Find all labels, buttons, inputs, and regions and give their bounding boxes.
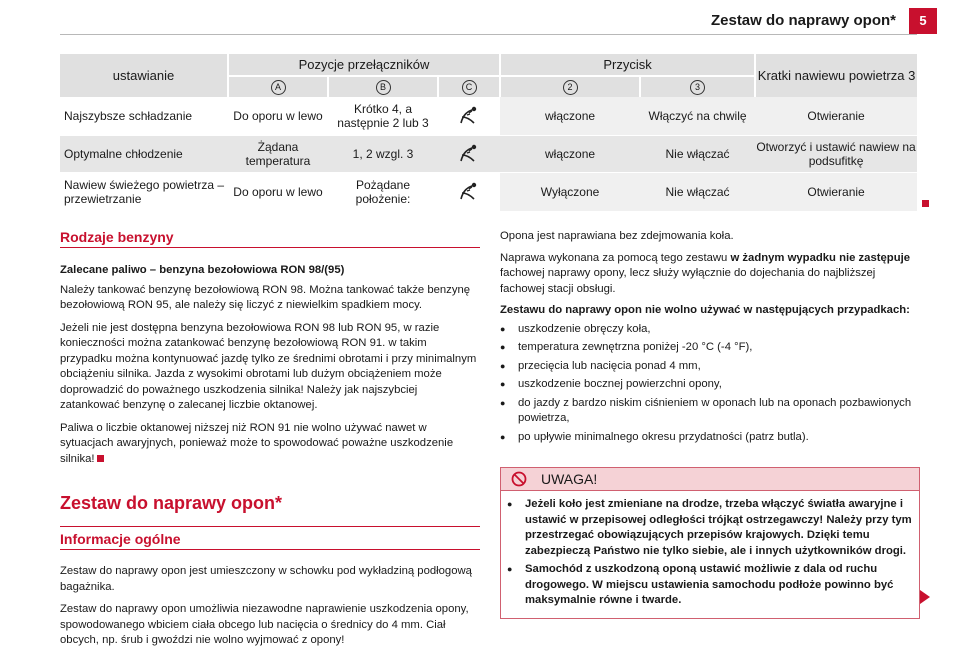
- header-air-vents: Kratki nawiewu powietrza 3: [755, 54, 917, 97]
- repair-note-part: fachowej naprawy opony, lecz służy wyłącznie do dojechania do najbliższej fachowej stacji obsługi.: [500, 267, 876, 295]
- heading-divider: [60, 526, 480, 527]
- section-end-marker: [97, 455, 104, 462]
- heading-fuel-types: Rodzaje benzyny: [60, 229, 174, 245]
- row-button-2: włączone: [500, 136, 640, 173]
- row-button-3: Nie włączać: [640, 173, 755, 212]
- table-row: [60, 173, 917, 212]
- row-switch-a: Żądana temperatura: [228, 136, 328, 173]
- next-page-arrow-icon: [920, 590, 930, 604]
- climate-settings-table: [60, 54, 917, 212]
- fuel-paragraph: Jeżeli nie jest dostępna benzyna bezołowiowa RON 98 lub RON 95, w razie konieczności można zatankować benzynę bezołowiową RON 91. w takim przypadku można kontynuować jazdę tylko ze średnimi obrotami i przy minimalnym obciążeniu silnika. Jazda z wysokimi obrotami lub dużym obciążeniem może doprowadzić do poważnego uszkodzenia silnika! Należy jak najszybciej zatankować benzynę o zalecanej liczbie oktanowej.: [60, 321, 477, 411]
- recommended-fuel-subhead: Zalecane paliwo – benzyna bezołowiowa RON 98/(95): [60, 264, 345, 276]
- row-button-3: Nie włączać: [640, 136, 755, 173]
- kit-paragraph: Zestaw do naprawy opon jest umieszczony w schowku pod wykładziną podłogową bagażnika.: [60, 565, 472, 593]
- button-3-label: 3: [690, 80, 705, 95]
- warning-item: ● Samochód z uszkodzoną oponą ustawić możliwie z dala od ruchu drogowego. W miejscu ustawienia samochodu podłoże powinno być maksymalnie równe i twarde.: [507, 562, 913, 609]
- warning-box: [500, 467, 920, 619]
- list-item: ● uszkodzenie obręczy koła,: [500, 322, 918, 338]
- table-row: [60, 136, 917, 173]
- fan-recirculation-icon: [458, 142, 480, 164]
- fuel-paragraph: Paliwa o liczbie oktanowej niższej niż RON 91 nie wolno używać nawet w sytuacjach awaryjnych, ponieważ może to spowodować poważne uszkodzenie silnika!: [60, 421, 454, 465]
- header-switch-positions: Pozycje przełączników: [228, 54, 500, 76]
- row-vents: Otwieranie: [755, 173, 917, 212]
- switch-b-label: B: [376, 80, 391, 95]
- page-number: 5: [909, 8, 937, 34]
- row-switch-a: Do oporu w lewo: [228, 97, 328, 136]
- row-switch-b: 1, 2 wzgl. 3: [328, 136, 438, 173]
- button-2-label: 2: [563, 80, 578, 95]
- row-switch-a: Do oporu w lewo: [228, 173, 328, 212]
- page-header-title: Zestaw do naprawy opon*: [710, 12, 896, 29]
- row-setting: Optymalne chłodzenie: [60, 136, 228, 173]
- fan-recirculation-icon: [458, 104, 480, 126]
- fan-recirculation-icon: [458, 180, 480, 202]
- warning-title: UWAGA!: [541, 471, 598, 487]
- row-vents: Otworzyć i ustawić nawiew na podsufitkę: [755, 136, 917, 173]
- prohibition-icon: [511, 471, 527, 487]
- list-item: ● temperatura zewnętrzna poniżej -20 °C (-4 °F),: [500, 340, 918, 356]
- heading-underline: [60, 247, 480, 248]
- heading-underline: [60, 549, 480, 550]
- repair-intro: Opona jest naprawiana bez zdejmowania koła.: [500, 230, 734, 242]
- right-column: [500, 229, 918, 448]
- list-item: ● przecięcia lub nacięcia ponad 4 mm,: [500, 359, 918, 375]
- row-button-3: Włączyć na chwilę: [640, 97, 755, 136]
- header-setting: ustawianie: [60, 54, 228, 97]
- left-column: [60, 229, 480, 649]
- row-vents: Otwieranie: [755, 97, 917, 136]
- warning-item: ● Jeżeli koło jest zmieniane na drodze, trzeba włączyć światła awaryjne i ustawić w przepisowej odległości trójkąt ostrzegawczy! Należy przy tym przestrzegać obowiązujących przepisów krajowych. Dzięki temu zabezpieczą Państwo nie tylko siebie, ale i innych użytkowników drogi.: [507, 497, 913, 559]
- row-button-2: Wyłączone: [500, 173, 640, 212]
- warning-header: [501, 468, 919, 491]
- section-end-marker: [922, 200, 929, 207]
- list-item: ● po upływie minimalnego okresu przydatności (patrz butla).: [500, 430, 918, 446]
- repair-note-emphasis: w żadnym wypadku nie zastępuje: [730, 251, 911, 264]
- prohibited-cases-list: [500, 322, 918, 446]
- header-button: Przycisk: [500, 54, 755, 76]
- row-switch-b: Pożądane położenie:: [328, 173, 438, 212]
- warning-list: [507, 497, 913, 609]
- kit-paragraph: Zestaw do naprawy opon umożliwia niezawodne naprawienie uszkodzenia opony, spowodowanego wbiciem ciała obcego lub nacięcia o średnicy do 4 mm. Ciał obcych, np. śrub i gwoździ nie wolno wyjmować z opony!: [60, 603, 469, 646]
- heading-general-info: Informacje ogólne: [60, 531, 181, 547]
- list-item: ● do jazdy z bardzo niskim ciśnieniem w oponach lub na oponach pozbawionych powietrza,: [500, 396, 918, 427]
- row-switch-b: Krótko 4, a następnie 2 lub 3: [328, 97, 438, 136]
- switch-c-label: C: [462, 80, 477, 95]
- repair-note-part: Naprawa wykonana za pomocą tego zestawu: [500, 251, 731, 264]
- fuel-paragraph: Należy tankować benzynę bezołowiową RON 98. Można tankować także benzynę bezołowiową RON 95, ale należy się liczyć z niewielkim spadkiem mocy.: [60, 283, 471, 311]
- prohibited-cases-head: Zestawu do naprawy opon nie wolno używać w następujących przypadkach:: [500, 304, 910, 316]
- row-button-2: włączone: [500, 97, 640, 136]
- table-row: [60, 97, 917, 136]
- header-divider: [60, 34, 917, 35]
- list-item: ● uszkodzenie bocznej powierzchni opony,: [500, 377, 918, 393]
- row-setting: Najszybsze schładzanie: [60, 97, 228, 136]
- row-setting: Nawiew świeżego powietrza – przewietrzanie: [60, 173, 228, 212]
- heading-tire-repair-kit: Zestaw do naprawy opon*: [60, 493, 283, 513]
- switch-a-label: A: [271, 80, 286, 95]
